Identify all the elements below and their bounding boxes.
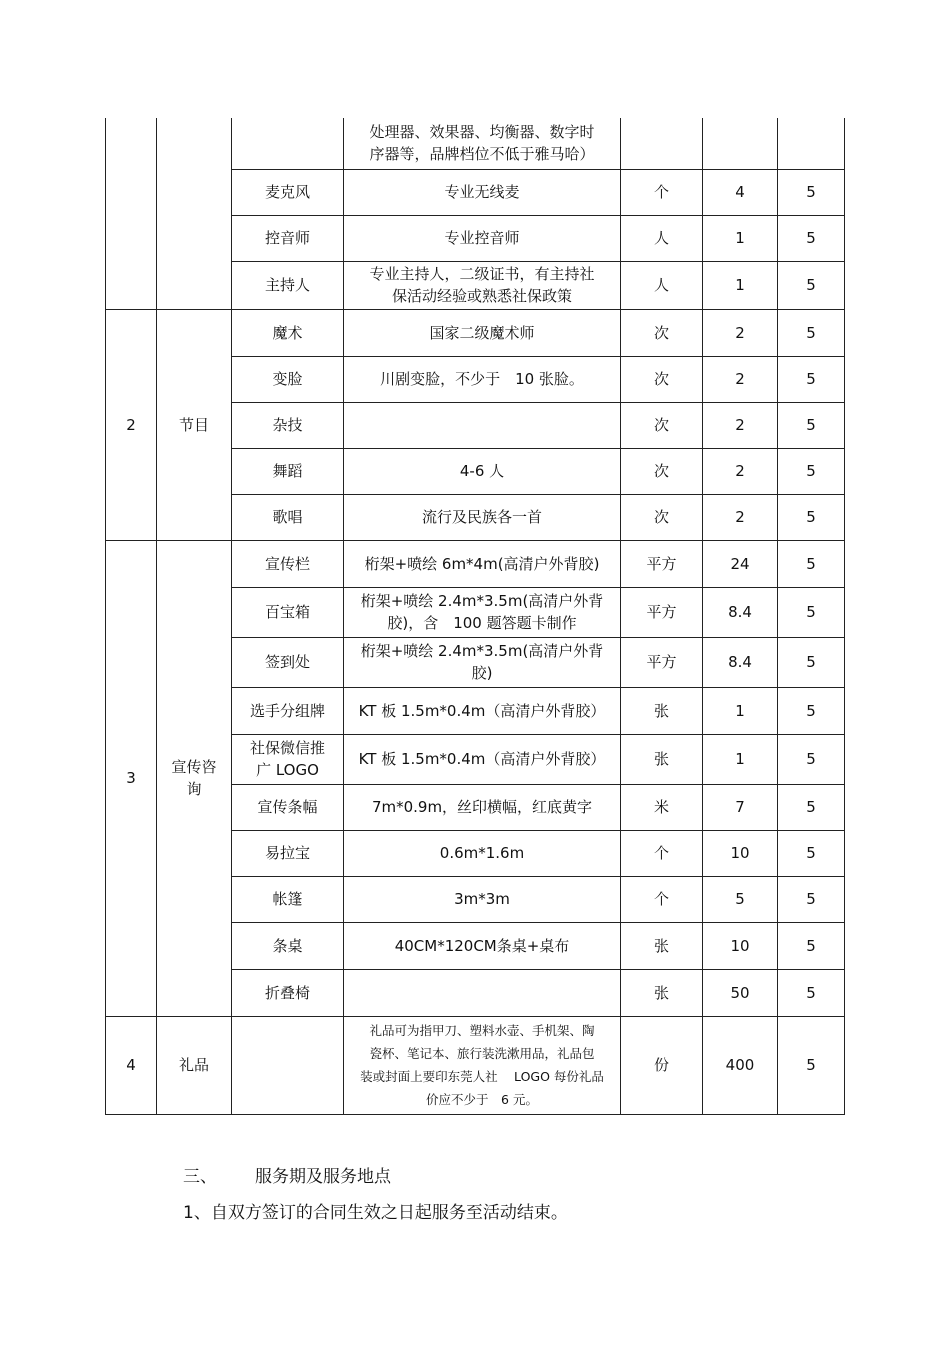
quantity: 1 (703, 261, 778, 309)
item-name: 宣传条幅 (232, 784, 344, 830)
item-description: 桁架+喷绘 2.4m*3.5m(高清户外背 胶)，含 100 题答题卡制作 (344, 587, 621, 637)
item-description (344, 402, 621, 448)
quantity: 1 (703, 215, 778, 261)
sessions: 5 (778, 215, 845, 261)
quantity: 1 (703, 687, 778, 734)
item-name: 舞蹈 (232, 448, 344, 494)
unit: 张 (621, 969, 703, 1016)
sessions: 5 (778, 734, 845, 784)
sessions: 5 (778, 540, 845, 587)
unit: 次 (621, 448, 703, 494)
table-body (106, 118, 845, 1114)
quantity: 2 (703, 494, 778, 540)
quantity (703, 118, 778, 169)
category (157, 118, 232, 309)
row-number: 2 (106, 309, 157, 540)
item-description: 专业无线麦 (344, 169, 621, 215)
quantity: 2 (703, 402, 778, 448)
row-number: 3 (106, 540, 157, 1016)
quantity: 2 (703, 309, 778, 356)
sessions: 5 (778, 309, 845, 356)
item-description: 3m*3m (344, 876, 621, 922)
unit: 份 (621, 1016, 703, 1114)
item-name: 折叠椅 (232, 969, 344, 1016)
item-description: 专业控音师 (344, 215, 621, 261)
unit: 次 (621, 402, 703, 448)
category: 节目 (157, 309, 232, 540)
item-name: 条桌 (232, 922, 344, 969)
item-name: 宣传栏 (232, 540, 344, 587)
sessions: 5 (778, 637, 845, 687)
unit: 次 (621, 309, 703, 356)
item-description: 国家二级魔术师 (344, 309, 621, 356)
unit: 次 (621, 494, 703, 540)
quantity: 8.4 (703, 637, 778, 687)
sessions: 5 (778, 969, 845, 1016)
unit: 平方 (621, 587, 703, 637)
item-name: 歌唱 (232, 494, 344, 540)
item-description: 处理器、效果器、均衡器、数字时 序器等，品牌档位不低于雅马哈） (344, 118, 621, 169)
unit: 人 (621, 261, 703, 309)
item-name: 魔术 (232, 309, 344, 356)
sessions: 5 (778, 402, 845, 448)
category: 礼品 (157, 1016, 232, 1114)
row-number (106, 118, 157, 309)
item-name: 主持人 (232, 261, 344, 309)
item-description: 专业主持人，二级证书，有主持社 保活动经验或熟悉社保政策 (344, 261, 621, 309)
item-description: 川剧变脸，不少于 10 张脸。 (344, 356, 621, 402)
sessions: 5 (778, 448, 845, 494)
item-description: 桁架+喷绘 2.4m*3.5m(高清户外背 胶) (344, 637, 621, 687)
section-title: 服务期及服务地点 (255, 1167, 391, 1187)
item-name: 杂技 (232, 402, 344, 448)
item-name: 签到处 (232, 637, 344, 687)
section-number: 三、 (183, 1167, 217, 1187)
item-description: 0.6m*1.6m (344, 830, 621, 876)
table-row (106, 540, 845, 587)
quantity: 2 (703, 356, 778, 402)
item-description: 40CM*120CM条桌+桌布 (344, 922, 621, 969)
item-description: KT 板 1.5m*0.4m（高清户外背胶） (344, 734, 621, 784)
item-name (232, 118, 344, 169)
item-name: 社保微信推 广 LOGO (232, 734, 344, 784)
sessions: 5 (778, 587, 845, 637)
item-name: 麦克风 (232, 169, 344, 215)
sessions: 5 (778, 261, 845, 309)
quantity: 400 (703, 1016, 778, 1114)
unit: 平方 (621, 540, 703, 587)
item-description: 礼品可为指甲刀、塑料水壶、手机架、陶 瓷杯、笔记本、旅行装洗漱用品，礼品包 装或封面上要印东莞人社 LOGO 每份礼品 价应不少于 6 元。 (344, 1016, 621, 1114)
item-description (344, 969, 621, 1016)
unit: 个 (621, 169, 703, 215)
quantity: 24 (703, 540, 778, 587)
sessions: 5 (778, 1016, 845, 1114)
row-number: 4 (106, 1016, 157, 1114)
unit: 次 (621, 356, 703, 402)
item-name: 控音师 (232, 215, 344, 261)
quantity: 10 (703, 830, 778, 876)
item-description: 流行及民族各一首 (344, 494, 621, 540)
service-item-table (105, 118, 845, 1115)
item-name: 易拉宝 (232, 830, 344, 876)
sessions (778, 118, 845, 169)
unit (621, 118, 703, 169)
item-description: 桁架+喷绘 6m*4m(高清户外背胶) (344, 540, 621, 587)
unit: 平方 (621, 637, 703, 687)
sessions: 5 (778, 169, 845, 215)
quantity: 5 (703, 876, 778, 922)
item-name (232, 1016, 344, 1114)
item-name: 选手分组牌 (232, 687, 344, 734)
unit: 张 (621, 734, 703, 784)
sessions: 5 (778, 356, 845, 402)
quantity: 10 (703, 922, 778, 969)
item-description: KT 板 1.5m*0.4m（高清户外背胶） (344, 687, 621, 734)
sessions: 5 (778, 494, 845, 540)
item-name: 帐篷 (232, 876, 344, 922)
sessions: 5 (778, 687, 845, 734)
category: 宣传咨 询 (157, 540, 232, 1016)
item-name: 百宝箱 (232, 587, 344, 637)
quantity: 4 (703, 169, 778, 215)
sessions: 5 (778, 922, 845, 969)
quantity: 2 (703, 448, 778, 494)
unit: 张 (621, 922, 703, 969)
unit: 米 (621, 784, 703, 830)
item-name: 变脸 (232, 356, 344, 402)
table-row (106, 1016, 845, 1114)
unit: 人 (621, 215, 703, 261)
unit: 个 (621, 876, 703, 922)
quantity: 7 (703, 784, 778, 830)
section-heading (183, 1162, 391, 1187)
quantity: 50 (703, 969, 778, 1016)
section-paragraph: 1、自双方签订的合同生效之日起服务至活动结束。 (183, 1203, 568, 1223)
sessions: 5 (778, 784, 845, 830)
unit: 个 (621, 830, 703, 876)
table-row (106, 309, 845, 356)
item-description: 7m*0.9m，丝印横幅，红底黄字 (344, 784, 621, 830)
item-description: 4-6 人 (344, 448, 621, 494)
quantity: 1 (703, 734, 778, 784)
sessions: 5 (778, 876, 845, 922)
sessions: 5 (778, 830, 845, 876)
unit: 张 (621, 687, 703, 734)
quantity: 8.4 (703, 587, 778, 637)
table-row (106, 118, 845, 169)
